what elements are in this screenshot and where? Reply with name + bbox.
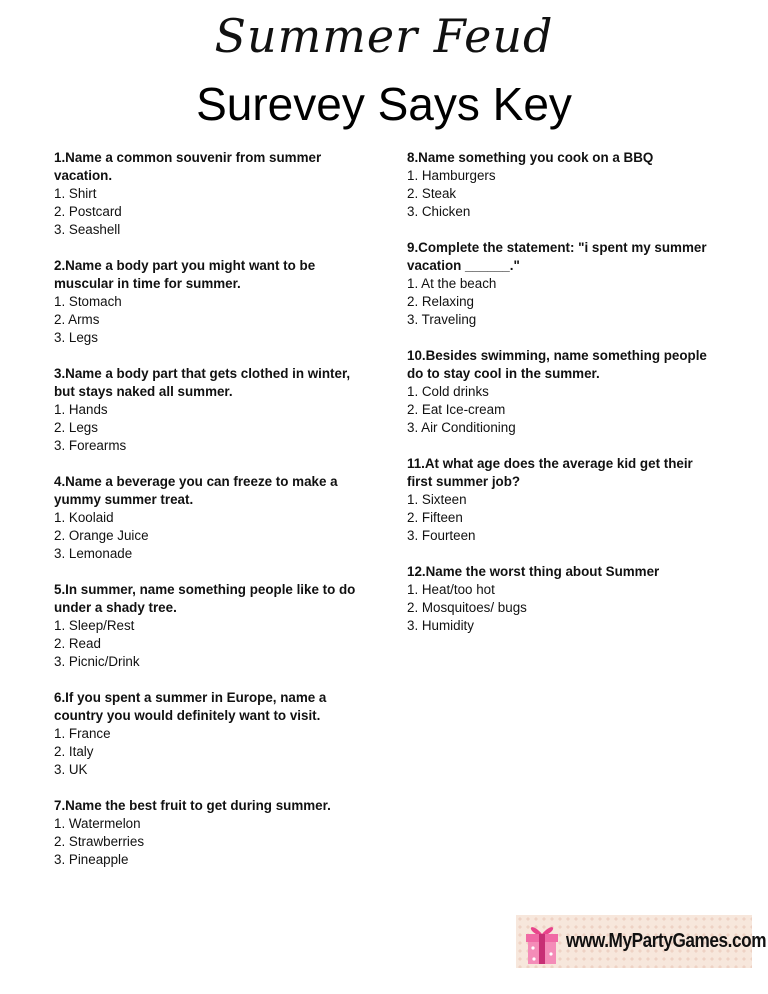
question-1 xyxy=(54,149,364,239)
answer-item: 1. France xyxy=(54,726,111,741)
answer-list xyxy=(54,401,364,455)
answer-list xyxy=(407,491,717,545)
question-12 xyxy=(407,563,717,635)
answer-list xyxy=(54,293,364,347)
question-5 xyxy=(54,581,364,671)
question-prompt: 12.Name the worst thing about Summer xyxy=(407,564,660,579)
answer-item: 2. Mosquitoes/ bugs xyxy=(407,600,527,615)
answer-item: 2. Steak xyxy=(407,186,457,201)
answer-item: 1. Sixteen xyxy=(407,492,467,507)
answer-item: 2. Italy xyxy=(54,744,94,759)
answer-item: 2. Relaxing xyxy=(407,294,474,309)
question-prompt: 4.Name a beverage you can freeze to make a yummy summer treat. xyxy=(54,474,338,507)
site-logo-link[interactable] xyxy=(516,915,767,968)
answer-item: 1. Hamburgers xyxy=(407,168,496,183)
question-2 xyxy=(54,257,364,347)
answer-item: 3. UK xyxy=(54,762,88,777)
answer-item: 3. Traveling xyxy=(407,312,477,327)
answer-item: 3. Picnic/Drink xyxy=(54,654,140,669)
answer-item: 2. Eat Ice-cream xyxy=(407,402,506,417)
answer-item: 3. Seashell xyxy=(54,222,121,237)
answer-item: 1. Shirt xyxy=(54,186,97,201)
question-prompt: 6.If you spent a summer in Europe, name a country you would definitely want to visit. xyxy=(54,690,327,723)
answer-item: 3. Chicken xyxy=(407,204,471,219)
question-prompt: 1.Name a common souvenir from summer vacation. xyxy=(54,150,322,183)
answer-item: 3. Pineapple xyxy=(54,852,129,867)
question-prompt: 2.Name a body part you might want to be muscular in time for summer. xyxy=(54,258,316,291)
answer-list xyxy=(54,185,364,239)
answer-item: 2. Legs xyxy=(54,420,98,435)
question-prompt: 9.Complete the statement: "i spent my summer vacation ______." xyxy=(407,240,707,273)
answer-item: 2. Fifteen xyxy=(407,510,463,525)
question-11 xyxy=(407,455,717,545)
answer-item: 1. Cold drinks xyxy=(407,384,489,399)
answer-item: 3. Forearms xyxy=(54,438,127,453)
answer-list xyxy=(407,383,717,437)
script-title: Summer Feud xyxy=(214,9,554,63)
question-4 xyxy=(54,473,364,563)
logo-text: www.MyPartyGames.com xyxy=(566,930,767,952)
answer-list xyxy=(407,275,717,329)
answer-list xyxy=(54,725,364,779)
question-prompt: 10.Besides swimming, name something people do to stay cool in the summer. xyxy=(407,348,707,381)
answer-item: 1. Hands xyxy=(54,402,108,417)
answer-item: 2. Orange Juice xyxy=(54,528,149,543)
answer-item: 3. Legs xyxy=(54,330,98,345)
question-prompt: 8.Name something you cook on a BBQ xyxy=(407,150,654,165)
question-7 xyxy=(54,797,364,869)
answer-item: 1. Stomach xyxy=(54,294,122,309)
question-6 xyxy=(54,689,364,779)
answer-item: 2. Strawberries xyxy=(54,834,145,849)
answer-list xyxy=(54,617,364,671)
answer-item: 1. At the beach xyxy=(407,276,497,291)
questions-column-left xyxy=(54,149,364,887)
question-prompt: 5.In summer, name something people like to do under a shady tree. xyxy=(54,582,356,615)
answer-item: 3. Humidity xyxy=(407,618,474,633)
question-9 xyxy=(407,239,717,329)
answer-item: 1. Heat/too hot xyxy=(407,582,495,597)
answer-item: 1. Sleep/Rest xyxy=(54,618,135,633)
question-prompt: 11.At what age does the average kid get their first summer job? xyxy=(407,456,693,489)
answer-list xyxy=(407,581,717,635)
answer-list xyxy=(407,167,717,221)
answer-item: 2. Arms xyxy=(54,312,100,327)
answer-item: 2. Read xyxy=(54,636,101,651)
question-8 xyxy=(407,149,717,221)
question-prompt: 3.Name a body part that gets clothed in winter, but stays naked all summer. xyxy=(54,366,351,399)
question-10 xyxy=(407,347,717,437)
question-prompt: 7.Name the best fruit to get during summer. xyxy=(54,798,331,813)
answer-item: 3. Lemonade xyxy=(54,546,133,561)
answer-list xyxy=(54,509,364,563)
gift-box-icon xyxy=(522,918,562,966)
answer-item: 1. Koolaid xyxy=(54,510,114,525)
answer-item: 3. Fourteen xyxy=(407,528,476,543)
answer-item: 1. Watermelon xyxy=(54,816,141,831)
answer-item: 3. Air Conditioning xyxy=(407,420,516,435)
answer-item: 2. Postcard xyxy=(54,204,122,219)
questions-column-right xyxy=(407,149,717,653)
answer-list xyxy=(54,815,364,869)
question-3 xyxy=(54,365,364,455)
page-title: Surevey Says Key xyxy=(196,78,572,130)
